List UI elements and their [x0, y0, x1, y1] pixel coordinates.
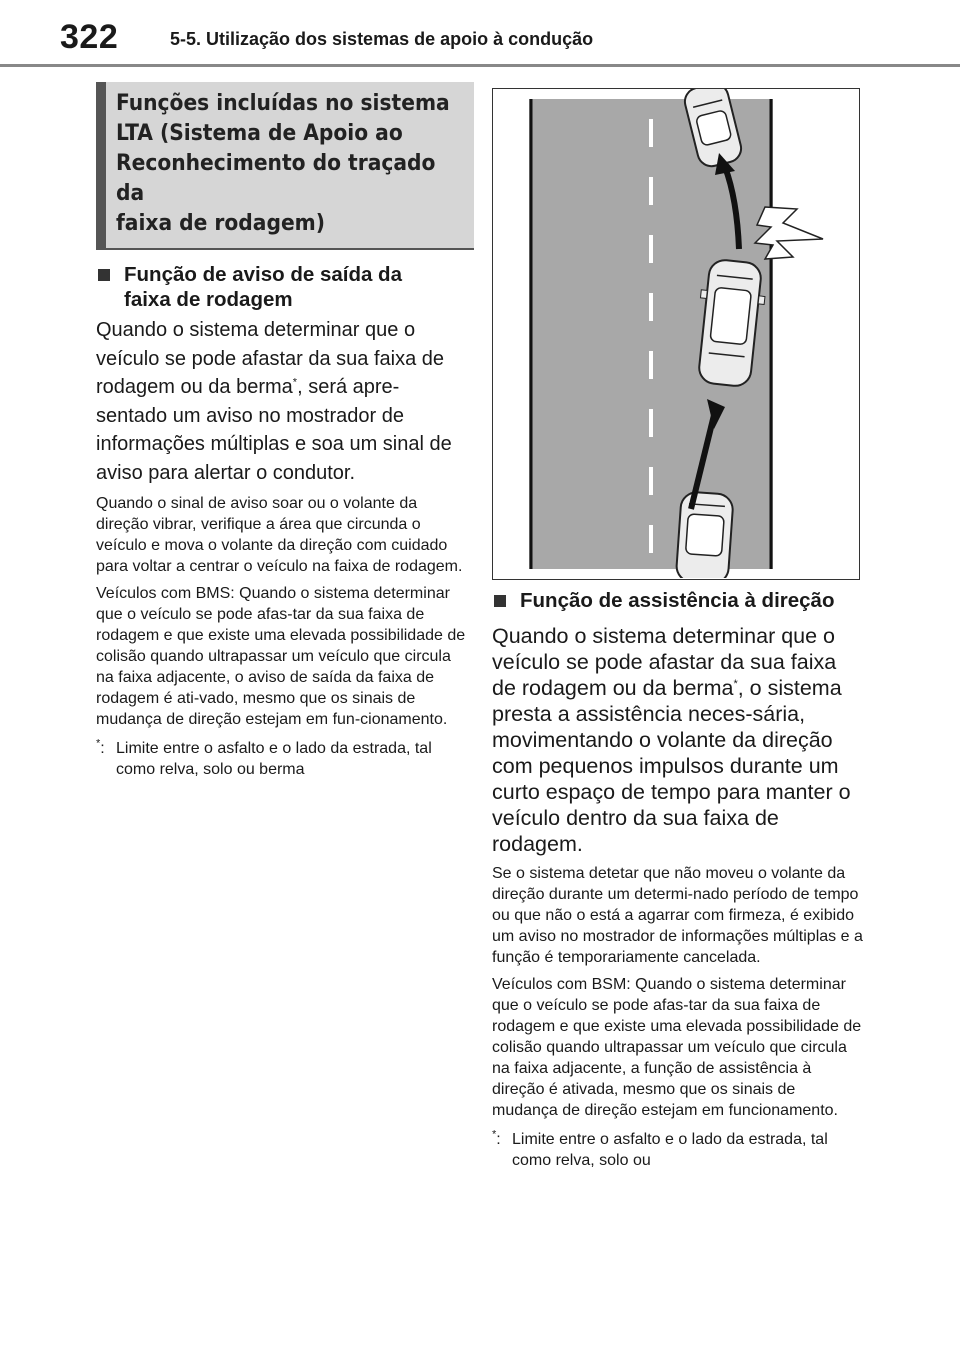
road-diagram	[493, 89, 858, 578]
left-column	[96, 82, 466, 780]
section-title-line: Reconhecimento do traçado da	[116, 150, 436, 206]
car-bottom-icon	[676, 491, 734, 578]
paragraph-bsm: Veículos com BSM: Quando o sistema determinar que o veículo se pode afas-tar da sua faixa de rodagem e que existe uma elevada possibilidade de colisão quando ultrapassar um veículo que circula na faixa adjacente, a função de assistência à direção é ativada, mesmo que os sinais de mudança de direção estejam em funcionamento.	[492, 976, 862, 1119]
footnote	[492, 1129, 864, 1171]
section-title-line: LTA (Sistema de Apoio ao	[116, 120, 403, 146]
paragraph-text: , será apre-sentado um aviso no mostrador de informações múltiplas e soa um sinal de aviso para alertar o condutor.	[96, 376, 452, 484]
paragraph-main	[492, 623, 864, 857]
subheading-line: Função de assistência à direção	[520, 589, 835, 612]
paragraph-main	[96, 316, 466, 487]
footnote	[96, 738, 466, 780]
section-title	[116, 88, 466, 238]
page-header	[0, 0, 960, 68]
footnote-ref: *	[292, 376, 298, 389]
footnote-ref: *	[733, 677, 738, 690]
paragraph-text: , o sistema presta a assistência neces-sária, movimentando o volante da direção com pequenos impulsos durante um curto espaço de tempo para manter o veículo dentro da sua faixa de rodagem.	[492, 676, 851, 856]
footnote-mark: *:	[96, 737, 105, 757]
section-heading-box	[96, 82, 474, 250]
subheading-line: Função de aviso de saída da	[124, 263, 402, 286]
page-number: 322	[60, 18, 119, 56]
subheading-lane-departure-alert	[96, 262, 466, 312]
paragraph-text: Quando o sistema determinar que o veículo se pode afastar da sua faixa de rodagem ou da berma	[96, 319, 445, 398]
subheading-line: faixa de rodagem	[124, 288, 293, 311]
right-column	[492, 588, 864, 1171]
paragraph-note: Quando o sinal de aviso soar ou o volante da direção vibrar, verifique a área que circunda o veículo e mova o volante da direção com cuidado para voltar a centrar o veículo na faixa de rodagem.	[96, 495, 463, 575]
footnote-mark: *:	[492, 1128, 501, 1148]
section-title-line: faixa de rodagem)	[116, 210, 326, 236]
chapter-title: 5-5. Utilização dos sistemas de apoio à condução	[170, 29, 594, 49]
footnote-text: Limite entre o asfalto e o lado da estrada, tal como relva, solo ou	[512, 1131, 828, 1169]
subheading-steering-assist	[492, 588, 864, 613]
paragraph-bms: Veículos com BMS: Quando o sistema determinar que o veículo se pode afas-tar da sua faixa de rodagem e que existe uma elevada possibilidade de colisão quando ultrapassar um veículo que circula na faixa adjacente, o aviso de saída da faixa de rodagem é ati-vado, mesmo que os sinais de mudança de direção estejam em fun-cionamento.	[96, 585, 466, 728]
footnote-text: Limite entre o asfalto e o lado da estrada, tal como relva, solo ou berma	[116, 740, 432, 778]
paragraph-text: Quando o sistema determinar que o veículo se pode afastar da sua faixa de rodagem ou da berma	[492, 624, 837, 700]
section-title-line: Funções incluídas no sistema	[116, 90, 450, 116]
header-rule	[0, 64, 960, 67]
lane-departure-illustration	[492, 88, 860, 580]
paragraph-note: Se o sistema detetar que não moveu o volante da direção durante um determi-nado período de tempo ou que não o está a agarrar com firmeza, é exibido um aviso no mostrador de informações múltiplas e a função é temporariamente cancelada.	[492, 865, 863, 966]
square-bullet-icon	[98, 269, 110, 281]
square-bullet-icon	[494, 595, 506, 607]
